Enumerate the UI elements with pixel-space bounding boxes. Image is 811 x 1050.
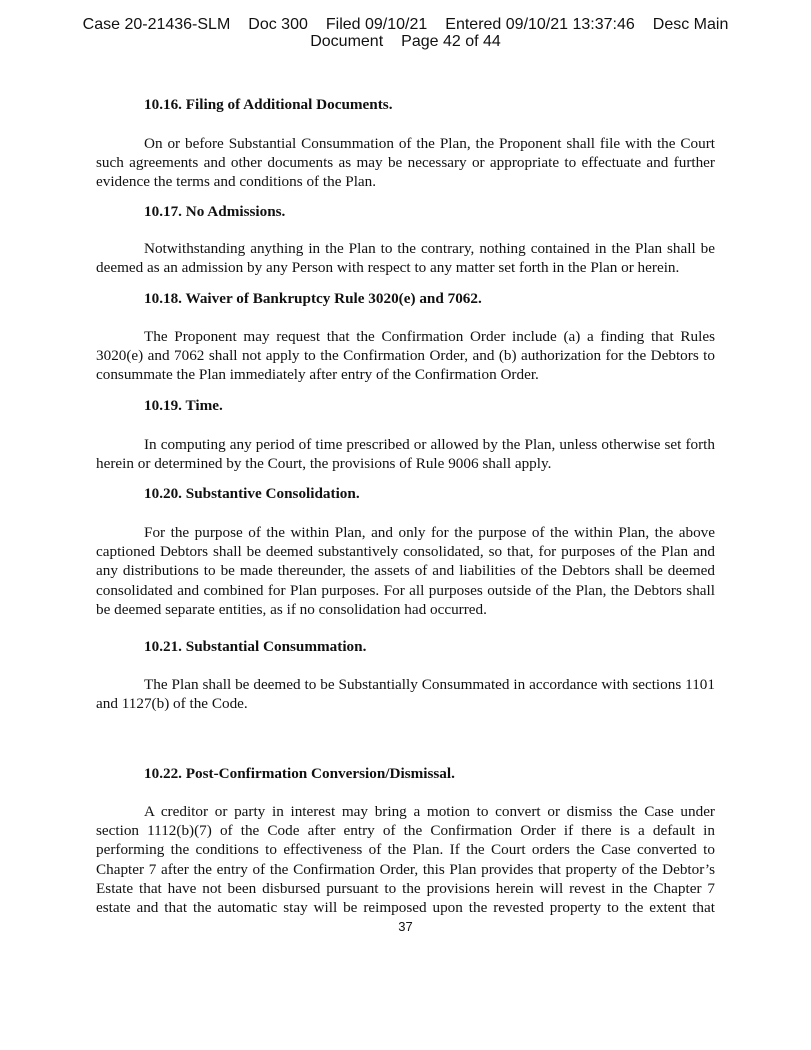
section-paragraph: The Plan shall be deemed to be Substantially Consummated in accordance with sections 1101 and 1127(b) of the Code. [96,676,715,713]
section-heading: 10.19. Time. [144,397,223,414]
section-paragraph: On or before Substantial Consummation of the Plan, the Proponent shall file with the Court such agreements and other documents as may be necessary or appropriate to effectuate and further evidence the terms and conditions of the Plan. [96,135,715,191]
section-paragraph: In computing any period of time prescribed or allowed by the Plan, unless otherwise set forth herein or determined by the Court, the provisions of Rule 9006 shall apply. [96,436,715,473]
section-paragraph: Notwithstanding anything in the Plan to the contrary, nothing contained in the Plan shall be deemed as an admission by any Person with respect to any matter set forth in the Plan or herein. [96,240,715,277]
desc: Desc Main [652,16,729,33]
entered-date: Entered 09/10/21 13:37:46 [445,16,635,33]
page-label: Page 42 of 44 [401,33,501,50]
page-number: 37 [398,919,413,934]
section-heading: 10.20. Substantive Consolidation. [144,485,360,502]
document-label: Document [310,33,384,50]
case-header-line2 [0,33,811,50]
section-paragraph: For the purpose of the within Plan, and only for the purpose of the within Plan, the above captioned Debtors shall be deemed substantively consolidated, so that, for purposes of the Plan and any distributions to be made thereunder, the assets of and liabilities of the Debtors shall be deemed consolidated and combined for Plan purposes. For all purposes outside of the Plan, the Debtors shall be deemed separate entities, as if no consolidation had occurred. [96,524,715,618]
case-header [0,16,811,33]
section-paragraph: The Proponent may request that the Confirmation Order include (a) a finding that Rules 3020(e) and 7062 shall not apply to the Confirmation Order, and (b) authorization for the Debtors to consummate the Plan immediately after entry of the Confirmation Order. [96,328,715,384]
section-heading: 10.22. Post-Confirmation Conversion/Dismissal. [144,765,455,782]
section-heading: 10.17. No Admissions. [144,203,286,220]
doc-number: Doc 300 [248,16,308,33]
case-number: Case 20-21436-SLM [82,16,231,33]
section-heading: 10.16. Filing of Additional Documents. [144,96,393,113]
section-heading: 10.21. Substantial Consummation. [144,638,367,655]
section-paragraph: A creditor or party in interest may bring a motion to convert or dismiss the Case under section 1112(b)(7) of the Code after entry of the Confirmation Order if there is a default in performing the conditions to effectiveness of the Plan. If the Court orders the Case converted to Chapter 7 after the entry of the Confirmation Order, this Plan provides that property of the Debtor’s Estate that have not been disbursed pursuant to the provisions herein will revest in the Chapter 7 estate and that the automatic stay will be reimposed upon the revested property to the extent that [96,803,715,917]
filed-date: Filed 09/10/21 [325,16,428,33]
section-heading: 10.18. Waiver of Bankruptcy Rule 3020(e) and 7062. [144,290,482,307]
